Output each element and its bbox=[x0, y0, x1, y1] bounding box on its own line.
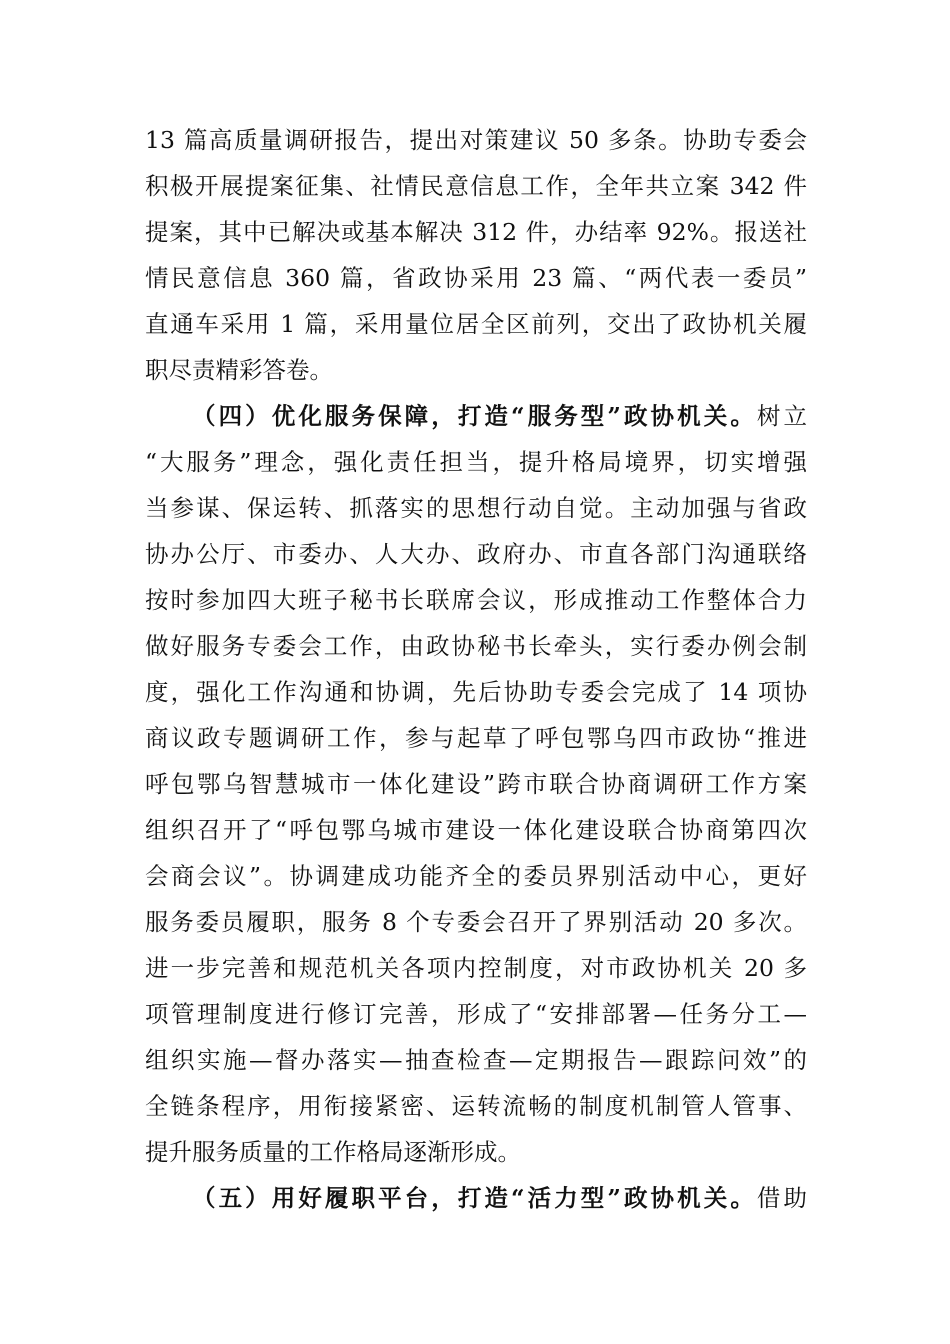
text-line: 呼包鄂乌智慧城市一体化建设”跨市联合协商调研工作方案 bbox=[145, 770, 807, 798]
text-line: 做好服务专委会工作，由政协秘书长牵头，实行委办例会制 bbox=[145, 632, 807, 660]
text-line: 商议政专题调研工作，参与起草了呼包鄂乌四市政协“推进 bbox=[145, 724, 807, 752]
paragraph-first-line bbox=[145, 393, 807, 439]
document-body bbox=[145, 117, 807, 1221]
paragraph-first-line bbox=[145, 1175, 807, 1221]
text-line: 组织实施—督办落实—抽查检查—定期报告—跟踪问效”的 bbox=[145, 1046, 807, 1074]
text-line: 项管理制度进行修订完善，形成了“安排部署—任务分工— bbox=[145, 1000, 807, 1028]
text-line: 职尽责精彩答卷。 bbox=[145, 356, 333, 384]
text-run: 借助 bbox=[756, 1184, 807, 1212]
text-line: 情民意信息 360 篇，省政协采用 23 篇、“两代表一委员” bbox=[145, 264, 807, 292]
section-heading-4: （四）优化服务保障，打造“服务型”政协机关。 bbox=[192, 402, 757, 430]
text-line: 会商会议”。协调建成功能齐全的委员界别活动中心，更好 bbox=[145, 862, 807, 890]
paragraph-1 bbox=[145, 117, 807, 393]
paragraph-3 bbox=[145, 1175, 807, 1221]
text-line: “大服务”理念，强化责任担当，提升格局境界，切实增强 bbox=[145, 448, 807, 476]
text-line: 按时参加四大班子秘书长联席会议，形成推动工作整体合力 bbox=[145, 586, 807, 614]
text-line: 积极开展提案征集、社情民意信息工作，全年共立案 342 件 bbox=[145, 172, 807, 200]
text-line: 进一步完善和规范机关各项内控制度，对市政协机关 20 多 bbox=[145, 954, 807, 982]
text-line: 协办公厅、市委办、人大办、政府办、市直各部门沟通联络 bbox=[145, 540, 807, 568]
text-line: 13 篇高质量调研报告，提出对策建议 50 多条。协助专委会 bbox=[145, 126, 807, 154]
text-line: 服务委员履职，服务 8 个专委会召开了界别活动 20 多次。 bbox=[145, 908, 807, 936]
text-line: 度，强化工作沟通和协调，先后协助专委会完成了 14 项协 bbox=[145, 678, 807, 706]
paragraph-2 bbox=[145, 393, 807, 1175]
section-heading-5: （五）用好履职平台，打造“活力型”政协机关。 bbox=[192, 1184, 757, 1212]
text-line: 直通车采用 1 篇，采用量位居全区前列，交出了政协机关履 bbox=[145, 310, 807, 338]
text-line: 当参谋、保运转、抓落实的思想行动自觉。主动加强与省政 bbox=[145, 494, 807, 522]
text-line: 提升服务质量的工作格局逐渐形成。 bbox=[145, 1138, 521, 1166]
text-line: 全链条程序，用衔接紧密、运转流畅的制度机制管人管事、 bbox=[145, 1092, 807, 1120]
text-line: 组织召开了“呼包鄂乌城市建设一体化建设联合协商第四次 bbox=[145, 816, 807, 844]
text-line: 提案，其中已解决或基本解决 312 件，办结率 92%。报送社 bbox=[145, 218, 807, 246]
text-run: 树立 bbox=[756, 402, 807, 430]
